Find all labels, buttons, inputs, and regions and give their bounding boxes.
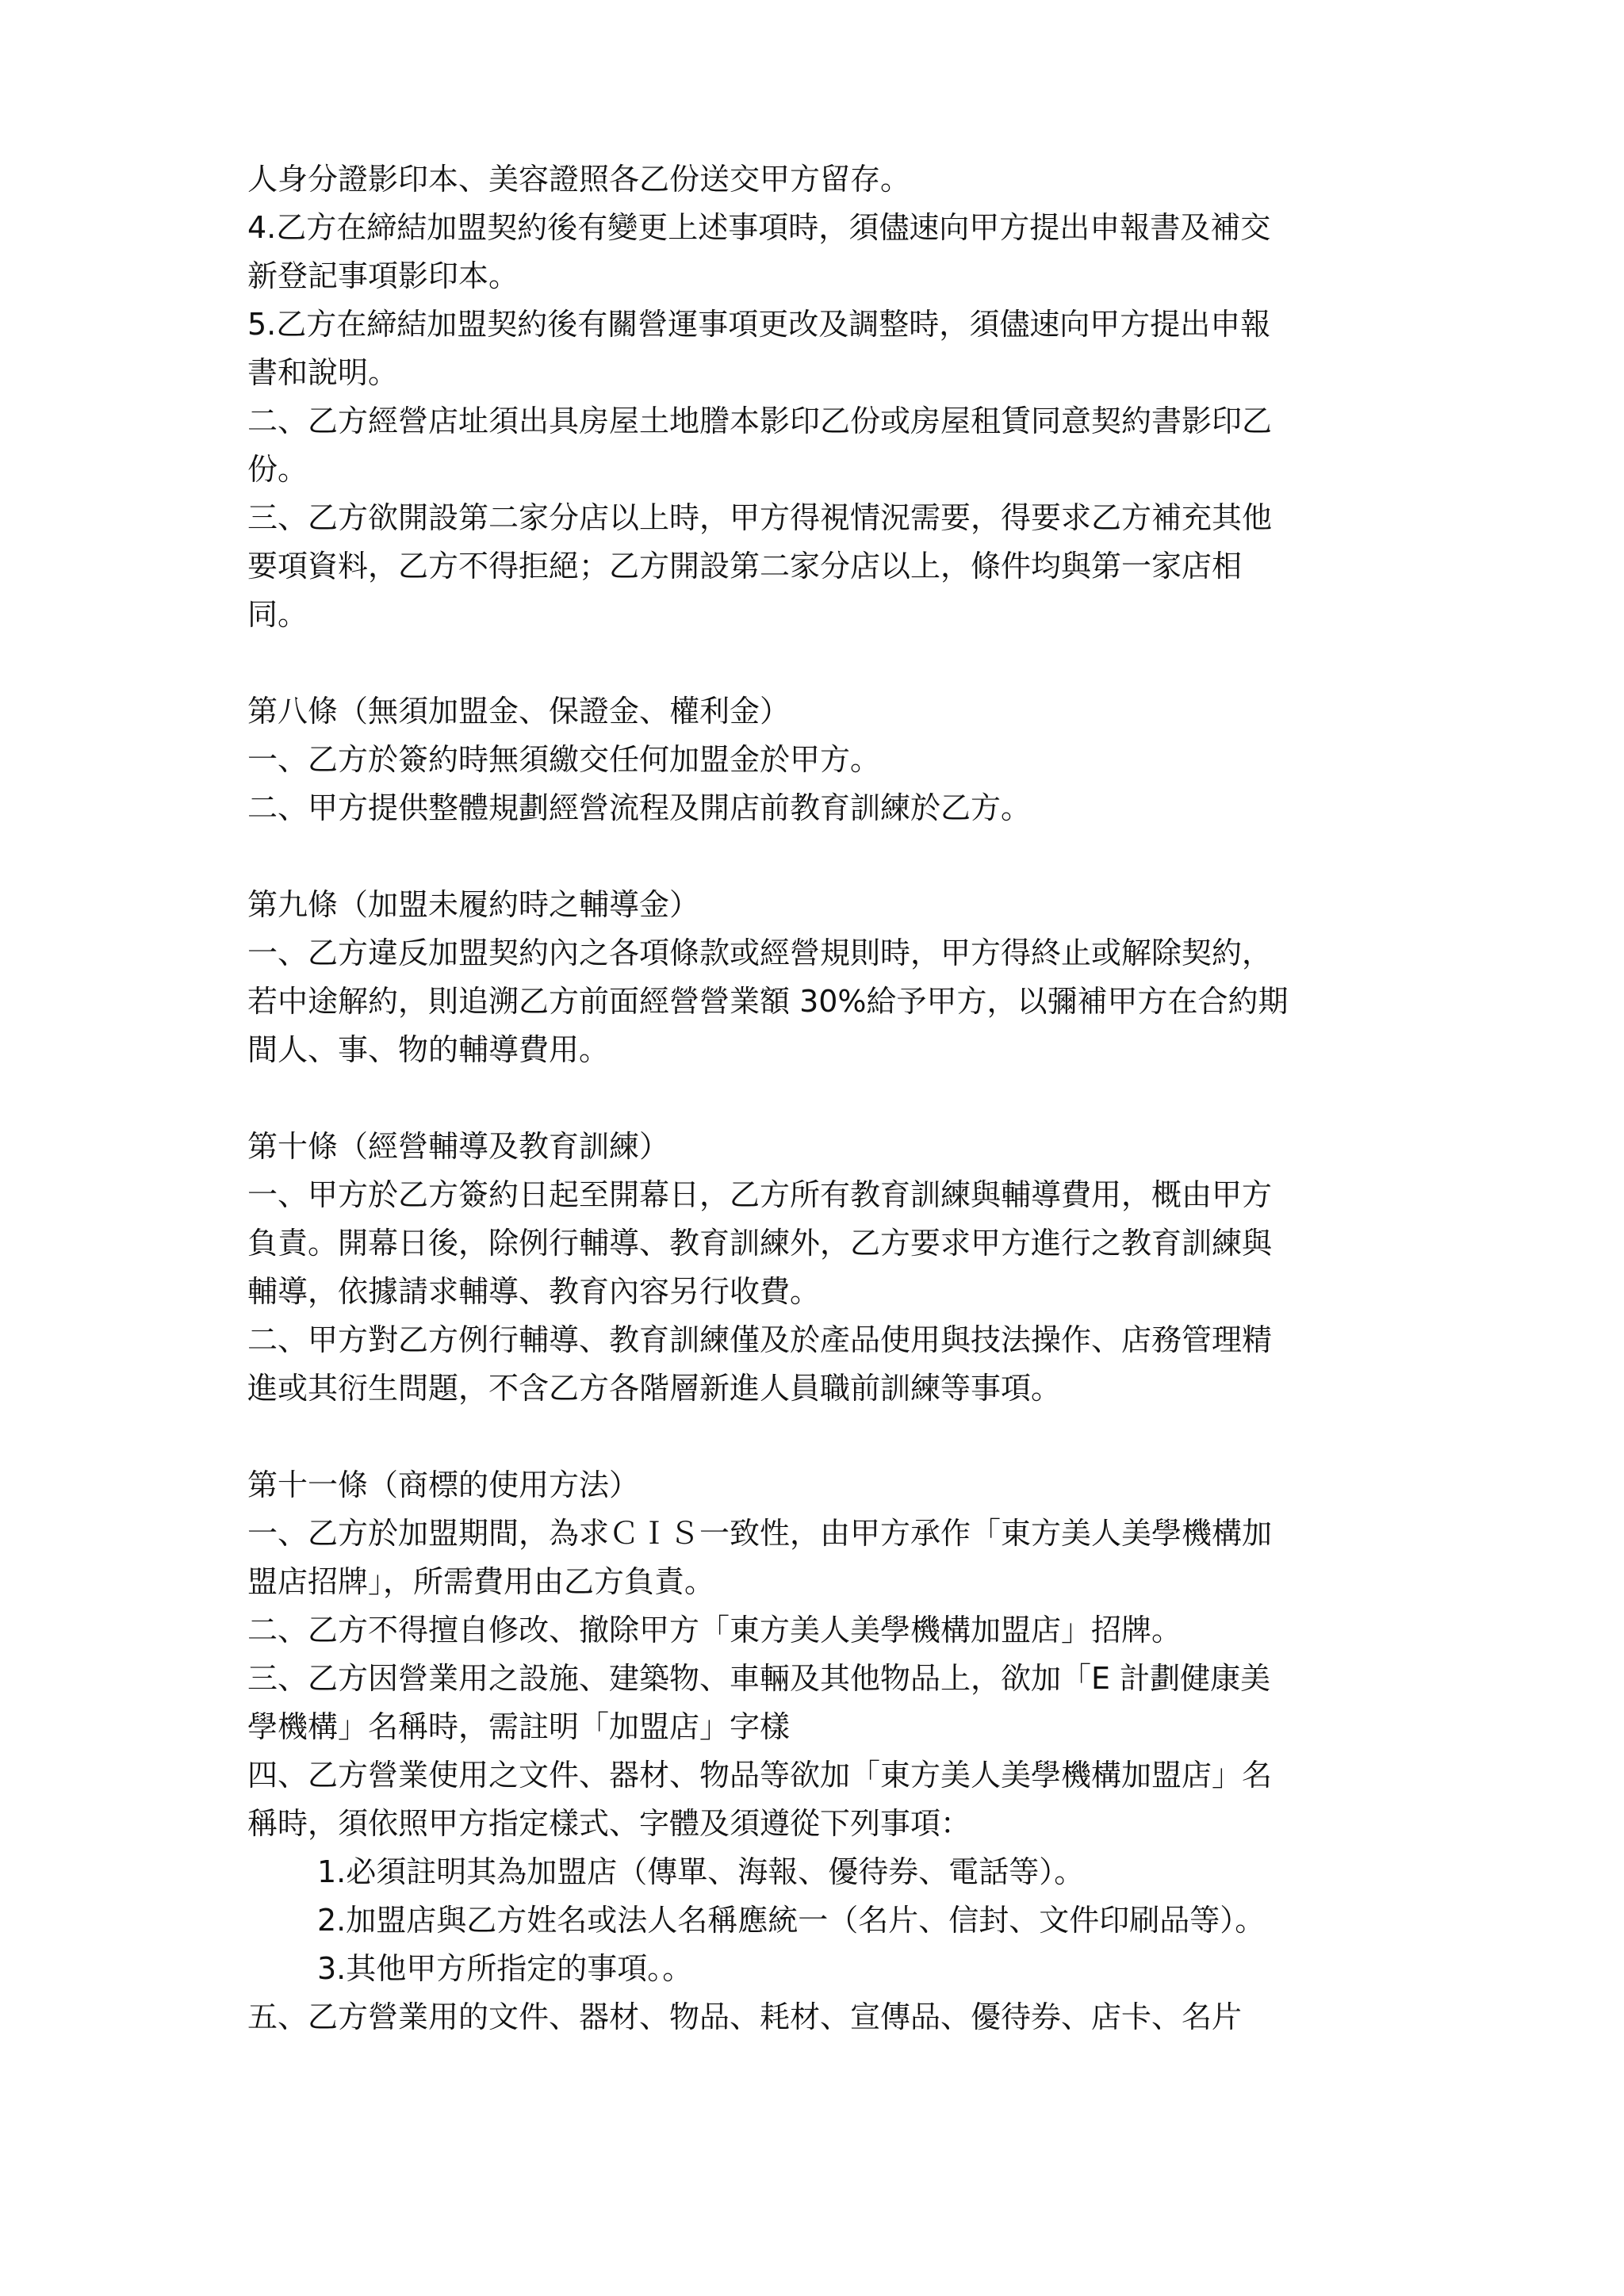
text-line: 新登記事項影印本。 <box>247 258 519 293</box>
text-line: 4.乙方在締結加盟契約後有變更上述事項時，須儘速向甲方提出申報書及補交 <box>247 210 1271 245</box>
text-line: 四、乙方營業使用之文件、器材、物品等欲加「東方美人美學機構加盟店」名 <box>247 1758 1273 1793</box>
article-heading: 第八條（無須加盟金、保證金、權利金） <box>247 694 791 729</box>
paragraph-gap <box>247 639 1381 687</box>
text-line: 稱時，須依照甲方指定樣式、字體及須遵從下列事項： <box>247 1806 971 1841</box>
list-item: 3.其他甲方所指定的事項。。 <box>317 1951 693 1986</box>
text-line: 書和說明。 <box>247 355 399 390</box>
text-line: 三、乙方欲開設第二家分店以上時，甲方得視情況需要，得要求乙方補充其他 <box>247 500 1273 535</box>
text-line: 五、乙方營業用的文件、器材、物品、耗材、宣傳品、優待券、店卡、名片 <box>247 1999 1243 2034</box>
text-line: 二、甲方對乙方例行輔導、教育訓練僅及於產品使用與技法操作、店務管理精 <box>247 1322 1273 1357</box>
paragraph-gap <box>247 832 1381 881</box>
text-line: 一、乙方於加盟期間，為求ＣＩＳ一致性，由甲方承作「東方美人美學機構加 <box>247 1516 1273 1551</box>
article-heading: 第十條（經營輔導及教育訓練） <box>247 1129 670 1164</box>
paragraph-gap <box>247 1413 1381 1461</box>
text-line: 間人、事、物的輔導費用。 <box>247 1032 610 1067</box>
list-item: 2.加盟店與乙方姓名或法人名稱應統一（名片、信封、文件印刷品等）。 <box>317 1903 1266 1938</box>
text-line: 若中途解約，則追溯乙方前面經營營業額 30%給予甲方，以彌補甲方在合約期 <box>247 984 1289 1019</box>
text-line: 輔導，依據請求輔導、教育內容另行收費。 <box>247 1274 821 1309</box>
text-line: 二、乙方經營店址須出具房屋土地謄本影印乙份或房屋租賃同意契約書影印乙 <box>247 404 1273 438</box>
text-line: 進或其衍生問題，不含乙方各階層新進人員職前訓練等事項。 <box>247 1371 1062 1406</box>
text-line: 學機構」名稱時，需註明「加盟店」字樣 <box>247 1709 791 1744</box>
text-line: 一、乙方違反加盟契約內之各項條款或經營規則時，甲方得終止或解除契約， <box>247 936 1273 970</box>
article-heading: 第九條（加盟未履約時之輔導金） <box>247 887 700 922</box>
text-line: 二、乙方不得擅自修改、撤除甲方「東方美人美學機構加盟店」招牌。 <box>247 1613 1182 1647</box>
text-line: 要項資料，乙方不得拒絕；乙方開設第二家分店以上，條件均與第一家店相 <box>247 549 1243 584</box>
text-line: 負責。開幕日後，除例行輔導、教育訓練外，乙方要求甲方進行之教育訓練與 <box>247 1226 1273 1261</box>
contract-text <box>247 155 1381 2042</box>
text-line: 二、甲方提供整體規劃經營流程及開店前教育訓練於乙方。 <box>247 790 1032 825</box>
text-line: 份。 <box>247 452 308 487</box>
text-line: 5.乙方在締結加盟契約後有關營運事項更改及調整時，須儘速向甲方提出申報 <box>247 307 1271 342</box>
text-line: 一、乙方於簽約時無須繳交任何加盟金於甲方。 <box>247 742 881 777</box>
text-line: 三、乙方因營業用之設施、建築物、車輛及其他物品上，欲加「E 計劃健康美 <box>247 1661 1271 1696</box>
text-line: 人身分證影印本、美容證照各乙份送交甲方留存。 <box>247 162 911 197</box>
article-heading: 第十一條（商標的使用方法） <box>247 1468 640 1502</box>
text-line: 一、甲方於乙方簽約日起至開幕日，乙方所有教育訓練與輔導費用，概由甲方 <box>247 1177 1273 1212</box>
paragraph-gap <box>247 1074 1381 1123</box>
text-line: 同。 <box>247 597 308 632</box>
text-line: 盟店招牌」，所需費用由乙方負責。 <box>247 1564 715 1599</box>
list-item: 1.必須註明其為加盟店（傳單、海報、優待券、電話等）。 <box>317 1854 1085 1889</box>
